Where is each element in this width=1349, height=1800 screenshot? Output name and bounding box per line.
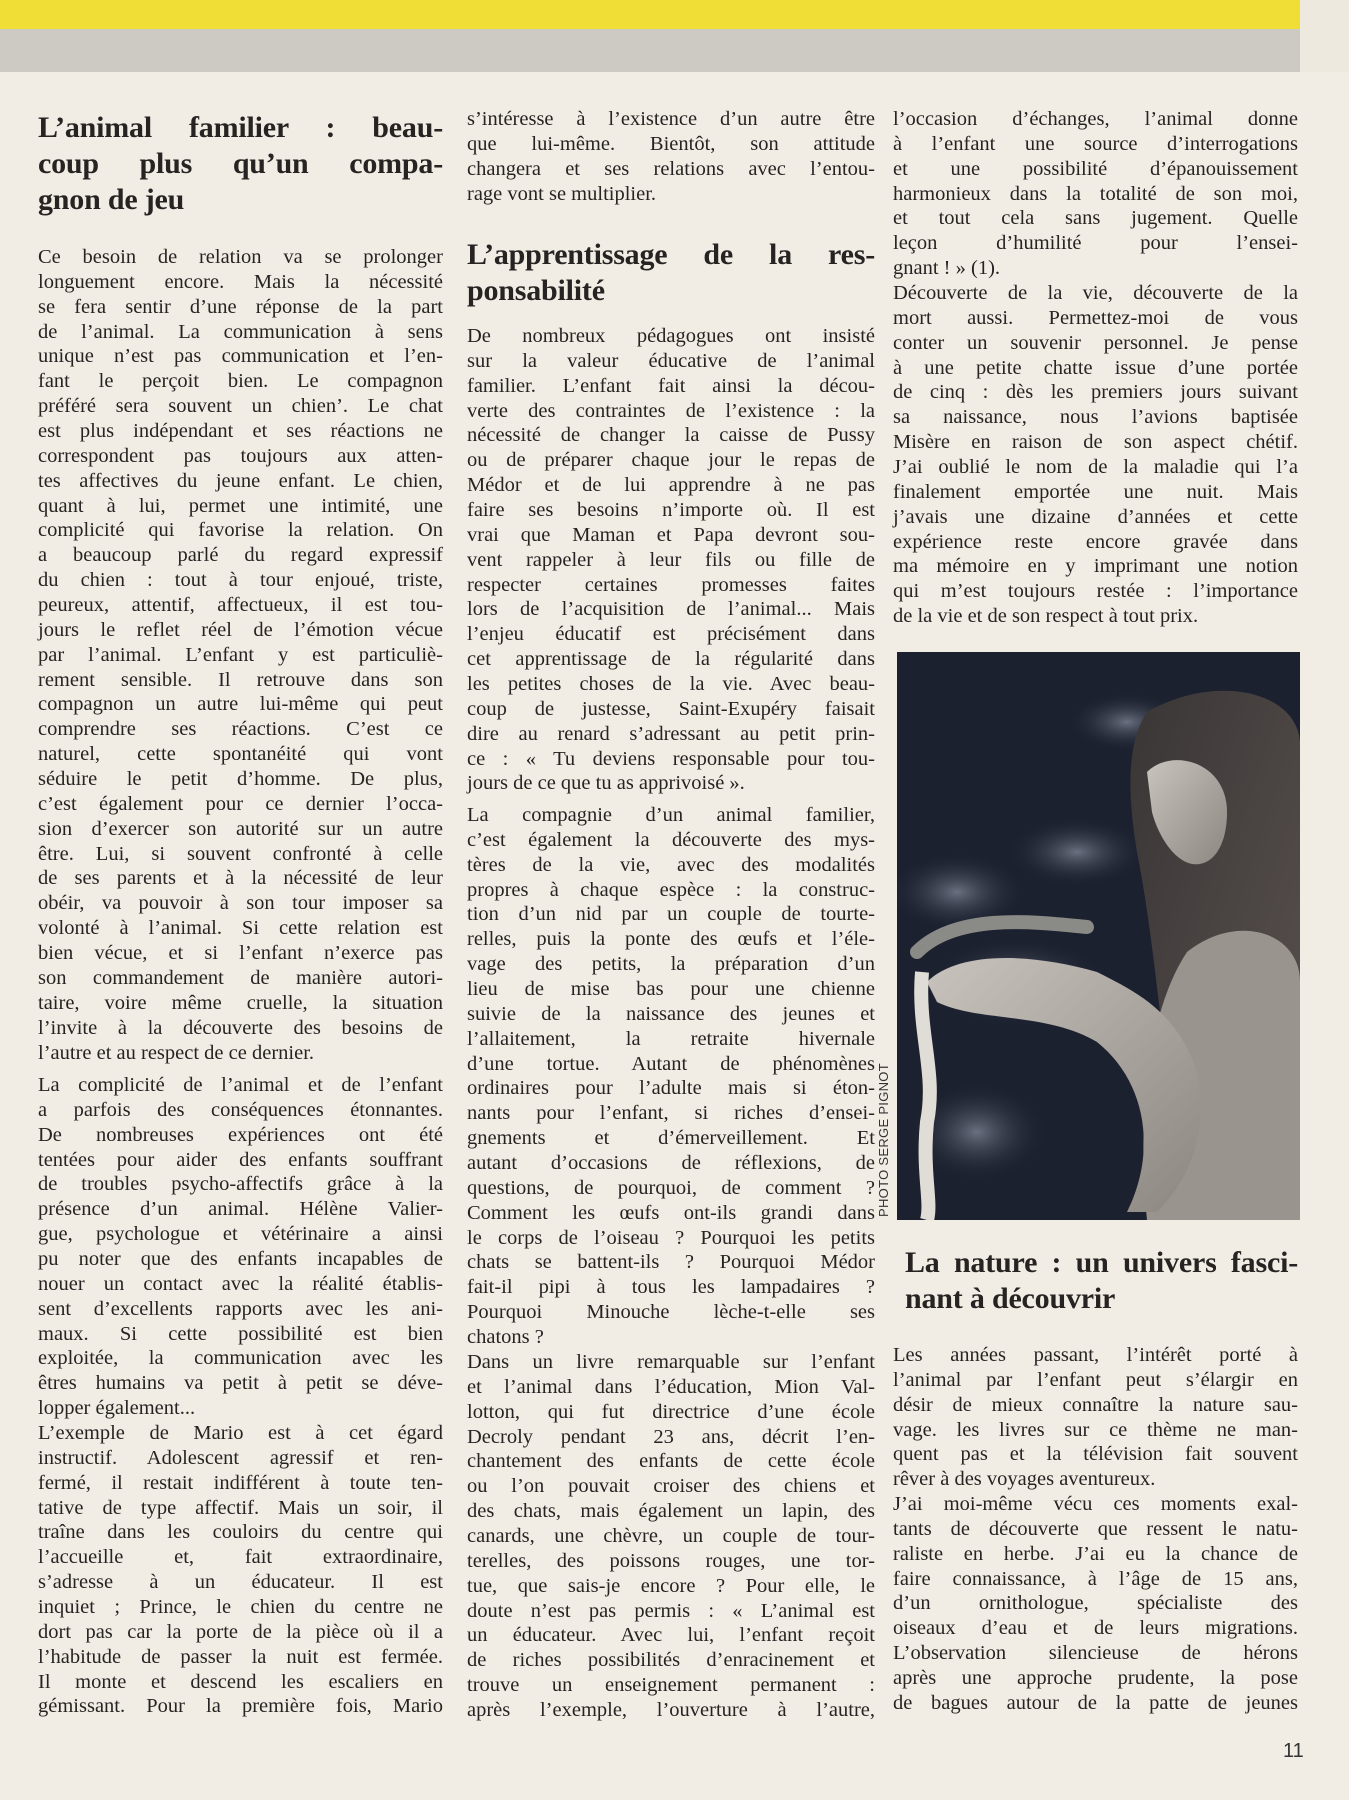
text-line: quent pas et la télévision fait souvent (893, 1443, 1298, 1466)
text-line: Ce besoin de relation va se prolonger (38, 246, 443, 268)
text-line: de ses parents et à la nécessité de leur (38, 867, 443, 890)
heading-line: La nature : un univers fasci- (905, 1246, 1298, 1279)
text-line: faire ses besoins n’importe où. Il est (467, 499, 875, 522)
text-line: a beaucoup parlé du regard expressif (38, 544, 443, 567)
text-line: pu noter que des enfants incapables de (38, 1248, 443, 1271)
heading-line: L’apprentissage de la res- (467, 238, 875, 271)
text-line: vage. les livres sur ce thème ne man- (893, 1418, 1298, 1441)
text-line: gnant ! » (1). (893, 257, 1001, 280)
heading-line: coup plus qu’un compa- (38, 147, 443, 180)
text-line: chantement des enfants de cette école (467, 1450, 875, 1473)
text-line: lopper également... (38, 1397, 196, 1420)
paragraph (467, 803, 875, 1350)
text-line: s’adresse à un éducateur. Il est (38, 1571, 443, 1594)
text-line: ou l’on pouvait croiser des chiens et (467, 1475, 875, 1498)
text-line: lieu de mise bas pour une chienne (467, 978, 875, 1001)
text-line: après une approche prudente, la pose (893, 1667, 1298, 1690)
text-line: et une possibilité d’épanouissement (893, 157, 1298, 180)
text-line: tères de la vie, avec des modalités (467, 853, 875, 876)
text-line: vent rappeler à leur fils ou fille de (467, 548, 875, 571)
text-line: vage des petits, la préparation d’un (467, 953, 875, 976)
text-line: L’exemple de Mario est à cet égard (38, 1422, 443, 1444)
text-line: êtres humains va petit à petit se déve- (38, 1372, 443, 1395)
text-line: verte des contraintes de l’existence : la (467, 399, 875, 422)
text-line: du chien : tout à tour enjoué, triste, (38, 569, 443, 592)
section-heading (893, 1245, 1298, 1317)
text-line: taire, voire même cruelle, la situation (38, 991, 443, 1014)
text-line: d’une tortue. Autant de phénomènes (467, 1052, 875, 1075)
text-line: après l’exemple, l’ouverture à l’autre, (467, 1699, 875, 1722)
text-line: naturel, cette spontanéité qui vont (38, 743, 443, 766)
section-heading (38, 110, 443, 218)
text-line: tentées pour aider des enfants souffrant (38, 1148, 443, 1171)
text-line: vrai que Maman et Papa devront sou- (467, 523, 875, 546)
text-line: à une petite chatte issue d’une portée (893, 356, 1298, 379)
text-line: rement sensible. Il retrouve dans son (38, 668, 443, 691)
text-line: dire au renard s’adressant au petit prin- (467, 722, 875, 745)
text-line: canards, une chèvre, un couple de tour- (467, 1525, 875, 1548)
text-line: rêver à des voyages aventureux. (893, 1468, 1156, 1491)
text-line: cet apprentissage de la régularité dans (467, 648, 875, 671)
text-line: La complicité de l’animal et de l’enfant (38, 1074, 443, 1096)
text-line: être. Lui, si souvent confronté à celle (38, 842, 443, 865)
text-line: tue, que sais-je encore ? Pour elle, le (467, 1574, 875, 1597)
text-line: inquiet ; Prince, le chien du centre ne (38, 1596, 443, 1619)
text-line: c’est également la découverte des mys- (467, 828, 875, 851)
text-line: Il monte et descend les escaliers en (38, 1670, 443, 1693)
text-line: chatons ? (467, 1326, 544, 1349)
text-line: de riches possibilités d’enracinement et (467, 1649, 875, 1672)
text-line: tative de type affectif. Mais un soir, il (38, 1496, 443, 1519)
page-number: 11 (1283, 1740, 1304, 1762)
text-line: harmonieux dans la totalité de son moi, (893, 182, 1298, 205)
heading-line: L’animal familier : beau- (38, 111, 443, 144)
text-line: c’est également pour ce dernier l’occa- (38, 792, 443, 815)
text-line: Decroly pendant 23 ans, décrit l’en- (467, 1425, 875, 1448)
text-line: ordinaires pour l’adulte mais si éton- (467, 1077, 875, 1100)
text-line: bien vécue, et si l’enfant n’exerce pas (38, 942, 443, 965)
text-line: à l’enfant une source d’interrogations (893, 132, 1298, 155)
text-line: de l’animal. La communication à sens (38, 320, 443, 343)
text-line: l’invite à la découverte des besoins de (38, 1016, 443, 1039)
text-line: gue, psychologue et vétérinaire a ainsi (38, 1223, 443, 1246)
text-line: sur la valeur éducative de l’animal (467, 349, 875, 372)
text-line: de cinq : dès les premiers jours suivant (893, 381, 1298, 404)
heading-line: nant à découvrir (905, 1282, 1116, 1315)
photo-image (897, 652, 1300, 1220)
text-line: les petites choses de la vie. Avec beau- (467, 673, 875, 696)
text-line: compagnon un autre lui-même qui peut (38, 693, 443, 716)
text-line: obéir, va pouvoir à son tour imposer sa (38, 892, 443, 915)
text-line: d’un ornithologue, spécialiste des (893, 1592, 1298, 1615)
text-line: est plus indépendant et ses réactions ne (38, 420, 443, 443)
text-line: autant d’occasions de réflexions, de (467, 1152, 875, 1175)
text-line: préféré sera souvent un chien’. Le chat (38, 395, 443, 418)
text-line: L’observation silencieuse de hérons (893, 1642, 1298, 1665)
text-line: Découverte de la vie, découverte de la (893, 282, 1298, 304)
gray-header-band (0, 29, 1300, 72)
text-line: De nombreuses expériences ont été (38, 1123, 443, 1146)
text-line: chats se battent-ils ? Pourquoi Médor (467, 1251, 875, 1274)
paragraph (467, 324, 875, 796)
text-line: gnements et d’émerveillement. Et (467, 1127, 875, 1150)
text-line: lors de l’acquisition de l’animal... Mais (467, 598, 875, 621)
text-line: rage vont se multiplier. (467, 182, 657, 205)
text-line: correspondent pas toujours aux atten- (38, 444, 443, 467)
text-line: désir de mieux connaître la nature sau- (893, 1393, 1298, 1416)
paragraph (467, 1350, 875, 1723)
text-line: J’ai oublié le nom de la maladie qui l’a (893, 456, 1298, 479)
text-line: doute n’est pas permis : « L’animal est (467, 1599, 875, 1622)
text-line: J’ai moi-même vécu ces moments exal- (893, 1493, 1298, 1515)
text-line: changera et ses relations avec l’entou- (467, 157, 875, 180)
paragraph (38, 1421, 443, 1719)
text-line: traîne dans les couloirs du centre qui (38, 1521, 443, 1544)
text-line: longuement encore. Mais la nécessité (38, 270, 443, 293)
text-line: faire connaissance, à l’âge de 15 ans, (893, 1567, 1298, 1590)
text-line: des chats, mais également un lapin, des (467, 1500, 875, 1523)
heading-line: ponsabilité (467, 274, 605, 307)
text-line: nants pour l’enfant, si riches d’ensei- (467, 1102, 875, 1125)
text-line: trouve un enseignement permanent : (467, 1674, 875, 1697)
heading-line: gnon de jeu (38, 183, 185, 216)
text-line: que lui-même. Bientôt, son attitude (467, 132, 875, 155)
text-line: ou de préparer chaque jour le repas de (467, 449, 875, 472)
text-line: lotton, qui fut directrice d’une école (467, 1400, 875, 1423)
photo-credit: PHOTO SERGE PIGNOT (876, 1063, 891, 1217)
text-line: qui m’est toujours restée : l’importance (893, 580, 1298, 603)
text-line: de la vie et de son respect à tout prix. (893, 605, 1199, 628)
text-line: Dans un livre remarquable sur l’enfant (467, 1351, 875, 1373)
text-line: nécessité de changer la caisse de Pussy (467, 424, 875, 447)
text-line: sent d’excellents rapports avec les ani- (38, 1297, 443, 1320)
text-line: l’occasion d’échanges, l’animal donne (893, 108, 1298, 130)
text-line: un éducateur. Avec lui, l’enfant reçoit (467, 1624, 875, 1647)
text-line: sion d’exercer son autorité sur un autre (38, 817, 443, 840)
paragraph (38, 1073, 443, 1421)
paragraph (893, 107, 1298, 281)
paragraph (893, 1492, 1298, 1716)
text-line: l’autre et au respect de ce dernier. (38, 1041, 315, 1064)
paragraph (38, 245, 443, 1065)
text-line: complicité qui favorise la relation. On (38, 519, 443, 542)
text-line: de bagues autour de la patte de jeunes (893, 1691, 1298, 1714)
text-line: fait-il pipi à tous les lampadaires ? (467, 1276, 875, 1299)
text-line: l’enjeu éducatif est précisément dans (467, 623, 875, 646)
text-line: familier. L’enfant fait ainsi la décou- (467, 374, 875, 397)
text-line: expérience reste encore gravée dans (893, 530, 1298, 553)
text-line: La compagnie d’un animal familier, (467, 804, 875, 826)
text-line: sa naissance, nous l’avions baptisée (893, 406, 1298, 429)
paragraph (893, 1343, 1298, 1492)
text-line: l’accueille et, fait extraordinaire, (38, 1546, 443, 1569)
text-line: questions, de pourquoi, de comment ? (467, 1176, 875, 1199)
text-line: finalement emportée une nuit. Mais (893, 480, 1298, 503)
text-line: tes affectives du jeune enfant. Le chien, (38, 469, 443, 492)
text-line: maux. Si cette possibilité est bien (38, 1322, 443, 1345)
text-line: gémissant. Pour la première fois, Mario (38, 1695, 443, 1718)
paragraph (467, 107, 875, 206)
text-line: fant le perçoit bien. Le compagnon (38, 370, 443, 393)
text-line: tants de découverte que ressent le natu- (893, 1517, 1298, 1540)
text-line: De nombreux pédagogues ont insisté (467, 325, 875, 347)
text-line: nouer un contact avec la réalité établis- (38, 1272, 443, 1295)
paragraph (893, 281, 1298, 629)
text-line: propres à chaque espèce : la construc- (467, 878, 875, 901)
text-line: de troubles psycho-affectifs grâce à la (38, 1173, 443, 1196)
text-line: volonté à l’animal. Si cette relation est (38, 917, 443, 940)
text-line: l’habitude de passer la nuit est fermée. (38, 1645, 443, 1668)
text-line: jours le reflet réel de l’émotion vécue (38, 618, 443, 641)
text-line: jours de ce que tu as apprivoisé ». (467, 772, 745, 795)
text-line: exploitée, la communication avec les (38, 1347, 443, 1370)
text-line: Médor et de lui apprendre à ne pas (467, 474, 875, 497)
text-line: fermé, il restait indifférent à toute ten- (38, 1471, 443, 1494)
text-line: l’allaitement, la retraite hivernale (467, 1027, 875, 1050)
text-line: unique n’est pas communication et l’en- (38, 345, 443, 368)
text-line: ce : « Tu deviens responsable pour tou- (467, 747, 875, 770)
text-line: ma mémoire en y imprimant une notion (893, 555, 1298, 578)
text-line: j’avais une dizaine d’années et cette (893, 505, 1298, 528)
text-line: Pourquoi Minouche lèche-t-elle ses (467, 1301, 875, 1324)
text-line: instructif. Adolescent agressif et ren- (38, 1446, 443, 1469)
text-line: s’intéresse à l’existence d’un autre être (467, 108, 875, 130)
text-line: le corps de l’oiseau ? Pourquoi les petits (467, 1226, 875, 1249)
text-line: par l’animal. L’enfant y est particuliè- (38, 643, 443, 666)
text-line: coup de justesse, Saint-Exupéry faisait (467, 697, 875, 720)
header-band-edge (1300, 0, 1349, 72)
text-line: Misère en raison de son aspect chétif. (893, 431, 1298, 454)
text-line: et l’animal dans l’éducation, Mion Val- (467, 1375, 875, 1398)
text-line: relles, puis la ponte des œufs et l’éle- (467, 928, 875, 951)
text-line: et tout cela sans jugement. Quelle (893, 207, 1298, 230)
text-line: l’animal par l’enfant peut s’élargir en (893, 1368, 1298, 1391)
text-line: séduire le petit d’homme. De plus, (38, 768, 443, 791)
text-line: a parfois des conséquences étonnantes. (38, 1098, 443, 1121)
text-line: comprendre ses réactions. C’est ce (38, 718, 443, 741)
text-line: respecter certaines promesses faites (467, 573, 875, 596)
section-heading (467, 237, 875, 309)
text-line: mort aussi. Permettez-moi de vous (893, 306, 1298, 329)
text-line: dort pas car la porte de la pièce où il a (38, 1620, 443, 1643)
text-line: conter un souvenir personnel. Je pense (893, 331, 1298, 354)
text-line: peureux, attentif, affectueux, il est tou- (38, 594, 443, 617)
yellow-header-band (0, 0, 1300, 29)
text-line: oiseaux d’eau et de leurs migrations. (893, 1617, 1298, 1640)
text-line: leçon d’humilité pour l’ensei- (893, 232, 1298, 255)
text-line: présence d’un animal. Hélène Valier- (38, 1198, 443, 1221)
text-line: suivie de la naissance des jeunes et (467, 1002, 875, 1025)
text-line: terelles, des poissons rouges, une tor- (467, 1549, 875, 1572)
text-line: quant à lui, permet une intimité, une (38, 494, 443, 517)
photo-girl-with-snake (897, 652, 1300, 1220)
text-line: se fera sentir d’une réponse de la part (38, 295, 443, 318)
text-line: son commandement de manière autori- (38, 966, 443, 989)
text-line: Les années passant, l’intérêt porté à (893, 1344, 1298, 1366)
text-line: tion d’un nid par un couple de tourte- (467, 903, 875, 926)
text-line: raliste en herbe. J’ai eu la chance de (893, 1542, 1298, 1565)
text-line: Comment les œufs ont-ils grandi dans (467, 1201, 875, 1224)
